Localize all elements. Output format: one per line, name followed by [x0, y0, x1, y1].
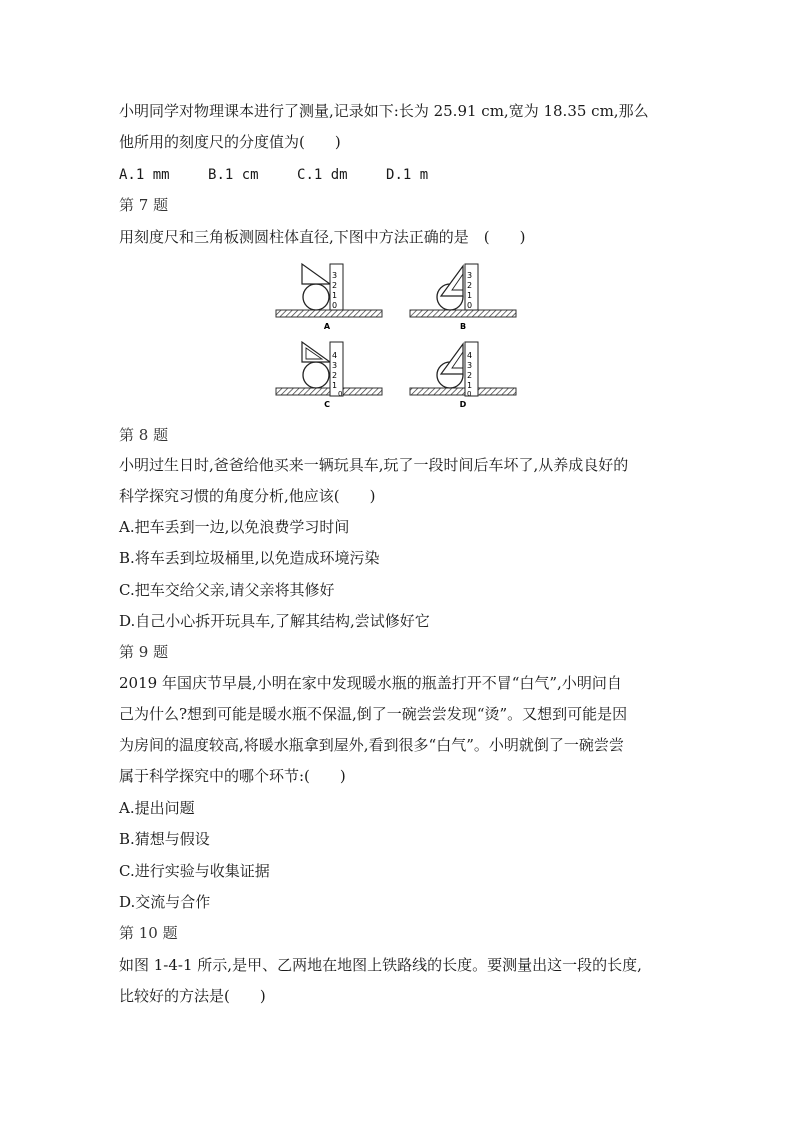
q8-option-c: C.把车交给父亲,请父亲将其修好: [119, 581, 335, 599]
q7-a-tick-0: 0: [332, 301, 338, 310]
q7-b-tick-1: 1: [467, 291, 473, 300]
q8-stem-line-1: 小明过生日时,爸爸给他买来一辆玩具车,玩了一段时间后车坏了,从养成良好的: [119, 456, 629, 474]
q7-panel-c: [276, 342, 382, 409]
q7-d-tick-2: 2: [467, 371, 473, 380]
q7-c-tick-0: 0: [338, 390, 343, 398]
q7-c-tick-1: 1: [332, 381, 338, 390]
q7-stem: 用刻度尺和三角板测圆柱体直径,下图中方法正确的是 ( ): [119, 228, 526, 246]
q8-option-d: D.自己小心拆开玩具车,了解其结构,尝试修好它: [119, 612, 430, 630]
q7-d-tick-1: 1: [467, 381, 473, 390]
q7-panel-b-label: B: [459, 322, 467, 331]
q7-a-tick-2: 2: [332, 281, 338, 290]
q7-panel-a: [276, 264, 382, 331]
q9-heading: 第 9 题: [119, 643, 169, 661]
q7-figure: [272, 262, 522, 412]
q6-option-d: D.1 m: [386, 167, 429, 183]
q7-a-tick-1: 1: [332, 291, 338, 300]
q6-stem-line-1: 小明同学对物理课本进行了测量,记录如下:长为 25.91 cm,宽为 18.35 cm,那么: [119, 102, 649, 120]
q7-c-tick-4: 4: [332, 351, 338, 360]
q7-c-tick-2: 2: [332, 371, 338, 380]
q10-stem-line-1: 如图 1-4-1 所示,是甲、乙两地在地图上铁路线的长度。要测量出这一段的长度,: [119, 956, 642, 974]
q7-d-tick-4: 4: [467, 351, 473, 360]
q9-option-d: D.交流与合作: [119, 893, 211, 911]
q7-b-tick-3: 3: [467, 271, 473, 280]
q7-panel-d: [410, 342, 516, 409]
q6-option-a: A.1 mm: [119, 167, 170, 183]
q8-stem-line-2: 科学探究习惯的角度分析,他应该( ): [119, 487, 376, 505]
q7-panel-a-label: A: [323, 322, 331, 331]
q7-d-tick-3: 3: [467, 361, 473, 370]
q8-option-b: B.将车丢到垃圾桶里,以免造成环境污染: [119, 549, 380, 567]
q8-option-a: A.把车丢到一边,以免浪费学习时间: [119, 518, 350, 536]
q7-d-tick-0: 0: [467, 390, 472, 398]
q9-stem-line-4: 属于科学探究中的哪个环节:( ): [119, 767, 346, 785]
q9-option-a: A.提出问题: [119, 799, 195, 817]
q9-option-b: B.猜想与假设: [119, 830, 210, 848]
q6-option-b: B.1 cm: [208, 167, 259, 183]
q7-panel-d-label: D: [459, 400, 467, 409]
q7-b-tick-0: 0: [467, 301, 473, 310]
q9-stem-line-1: 2019 年国庆节早晨,小明在家中发现暖水瓶的瓶盖打开不冒“白气”,小明问自: [119, 674, 622, 692]
q8-heading: 第 8 题: [119, 426, 169, 444]
q7-c-tick-3: 3: [332, 361, 338, 370]
q6-stem-line-2: 他所用的刻度尺的分度值为( ): [119, 133, 341, 151]
q9-stem-line-3: 为房间的温度较高,将暖水瓶拿到屋外,看到很多“白气”。小明就倒了一碗尝尝: [119, 736, 624, 754]
q10-heading: 第 10 题: [119, 924, 178, 942]
q7-heading: 第 7 题: [119, 196, 169, 214]
q7-a-tick-3: 3: [332, 271, 338, 280]
q9-stem-line-2: 己为什么?想到可能是暖水瓶不保温,倒了一碗尝尝发现“烫”。又想到可能是因: [119, 705, 628, 723]
q6-options: [119, 165, 458, 185]
q7-b-tick-2: 2: [467, 281, 473, 290]
q7-panel-b: [410, 264, 516, 331]
q7-panel-c-label: C: [324, 400, 330, 409]
q10-stem-line-2: 比较好的方法是( ): [119, 987, 266, 1005]
q6-option-c: C.1 dm: [297, 167, 348, 183]
q9-option-c: C.进行实验与收集证据: [119, 862, 270, 880]
